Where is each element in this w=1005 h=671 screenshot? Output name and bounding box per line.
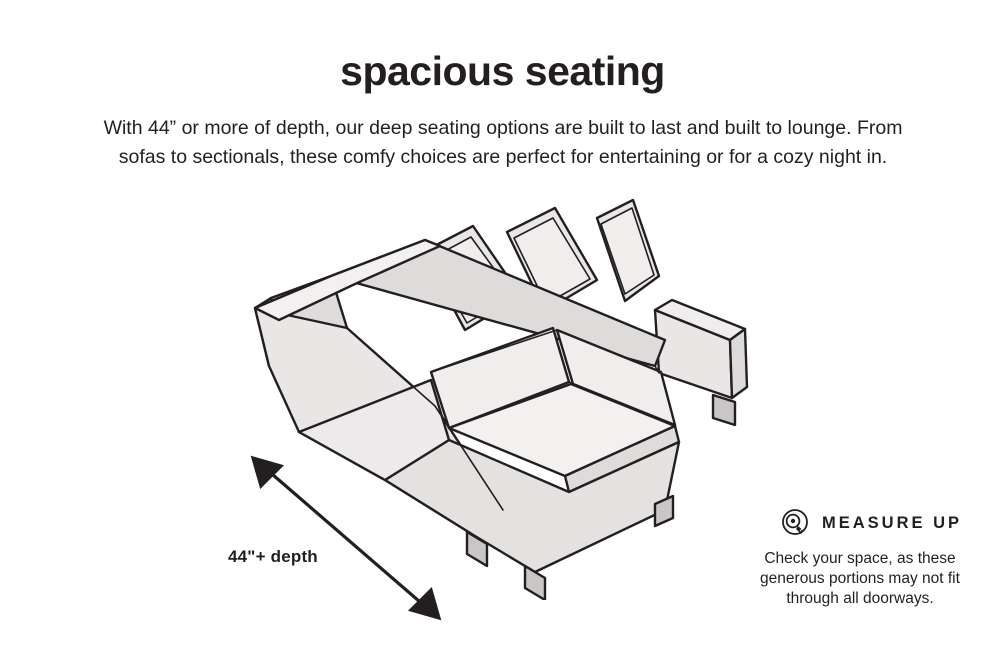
page-description: With 44” or more of depth, our deep seating options are built to last and built to lounge. From sofas to sectionals, these comfy choices are perfect for entertaining or for a cozy night in.: [103, 117, 903, 168]
measure-up-note: Check your space, as these generous portions may not fit through all doorways.: [760, 550, 960, 607]
tape-measure-icon: [780, 508, 810, 538]
measure-up-block: [742, 508, 978, 609]
page-title: spacious seating: [340, 48, 665, 94]
measure-up-title: MEASURE UP: [822, 513, 963, 532]
depth-dimension-label: 44"+ depth: [228, 547, 318, 566]
depth-arrow-icon: [235, 440, 465, 640]
